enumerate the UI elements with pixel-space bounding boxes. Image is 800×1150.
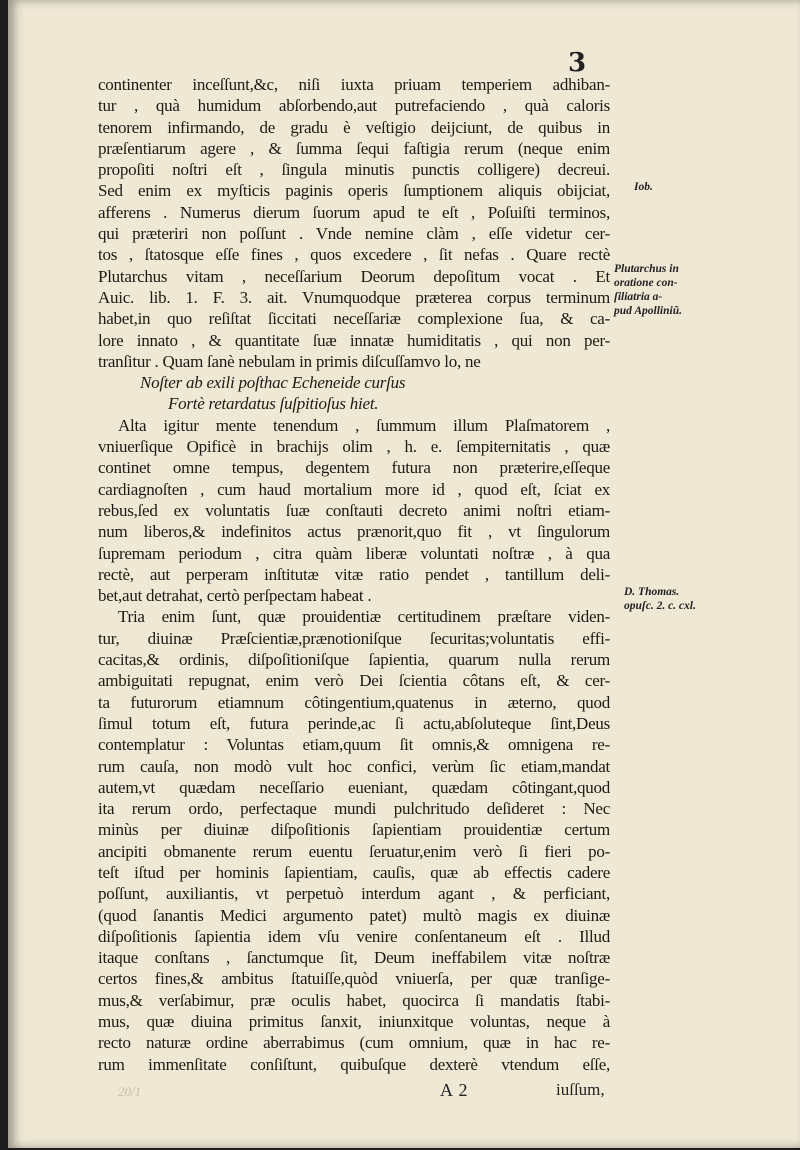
page-number: 3 xyxy=(568,48,587,78)
catchword: iuſſum, xyxy=(556,1080,605,1099)
text-line: rebus,ſed ex voluntatis ſuæ conſtauti decreto animi noſtri etiam- xyxy=(98,500,610,520)
text-line: continet omne tempus, degentem futura non præterire,eſſeque xyxy=(98,458,610,478)
text-line: contemplatur : Voluntas etiam,quum ſit omnis,& omnigena re- xyxy=(98,735,610,755)
text-line: itaque conſtans , ſanctumque ſit, Deum ineffabilem vitæ noſtræ xyxy=(98,948,610,968)
text-line: præſentiarum agere , & ſumma ſequi faſtigia rerum (neque enim xyxy=(98,138,610,158)
text-line: ſupremam periodum , citra quàm liberæ voluntati noſtræ , à qua xyxy=(98,543,610,563)
text-line: rectè, aut perperam inſtitutæ vitæ ratio pendet , tantillum deli- xyxy=(98,564,610,584)
text-line: minùs per diuinæ diſpoſitionis ſapientiam prouidentiæ certum xyxy=(98,820,610,840)
text-line: (quod ſanantis Medici argumento patet) multò magis ex diuinæ xyxy=(98,905,610,925)
text-line: recto naturæ ordine aberrabimus (cum omnium, quæ in hac re- xyxy=(98,1033,610,1053)
text-line: lore innato , & quantitate ſuæ innatæ humiditatis , qui non per- xyxy=(98,330,610,350)
book-page xyxy=(8,0,800,1148)
margin-note-line: pud Apolliniũ. xyxy=(614,305,682,317)
margin-note-line: oratione con- xyxy=(614,277,678,289)
margin-note-plutarch xyxy=(614,262,714,318)
text-line: Sed enim ex myſticis paginis operis ſumptionem aliquis obijciat, xyxy=(98,181,610,201)
text-line: rum cauſa, non modò vult hoc confici, verùm ſic etiam,mandat xyxy=(98,756,610,776)
text-line: afferens . Numerus dierum ſuorum apud te eſt , Poſuiſti terminos, xyxy=(98,202,610,222)
text-line: rum immenſitate conſiſtunt, quibuſque dexterè vtendum eſſe, xyxy=(98,1054,610,1074)
text-line: qui præteriri non poſſunt . Vnde nemine clàm , eſſe videtur cer- xyxy=(98,224,610,244)
text-line: habet,in quo reſiſtat ſiccitati neceſſariæ complexione ſua, & ca- xyxy=(98,309,610,329)
text-line: tranſitur . Quam ſanè nebulam in primis diſcuſſamvo lo, ne xyxy=(98,351,481,371)
signature-mark: A 2 xyxy=(440,1080,469,1100)
text-line: certos fines,& ambitus ſtatuiſſe,quòd vniuerſa, per quæ tranſige- xyxy=(98,969,610,989)
margin-note-line: opuſc. 2. c. cxl. xyxy=(624,600,696,612)
text-line: Alta igitur mente tenendum , ſummum illum Plaſmatorem , xyxy=(118,415,610,435)
margin-note-line: D. Thomas. xyxy=(624,586,680,598)
text-line: num liberos,& indefinitos actus prænorit,quo fit , vt ſingulorum xyxy=(98,522,610,542)
margin-note-line: ſiliatria a- xyxy=(614,291,663,303)
margin-note-line: Iob. xyxy=(634,181,653,193)
text-line: bet,aut detrahat, certò perſpectam habeat . xyxy=(98,586,372,606)
margin-note-thomas xyxy=(624,585,724,613)
text-line: Noſter ab exili poſthac Echeneide curſus xyxy=(140,373,406,393)
margin-note-job xyxy=(634,180,734,194)
text-line: ita rerum ordo, perfectaque mundi pulchritudo deſideret : Nec xyxy=(98,799,610,819)
text-line: cacitas,& ordinis, diſpoſitioniſque ſapientia, quarum nulla rerum xyxy=(98,650,610,670)
text-line: ta futurorum etiamnum côtingentium,quatenus in æterno, quod xyxy=(98,692,610,712)
text-line: propoſiti noſtri eſt , ſingula minutis punctis colligere) decreui. xyxy=(98,160,610,180)
text-line: autem,vt quædam neceſſario eueniant, quædam côtingant,quod xyxy=(98,777,610,797)
text-line: tenorem infirmando, de gradu è veſtigio deijciunt, de quibus in xyxy=(98,117,610,137)
text-line: tos , ſtatosque eſſe fines , quos excedere , ſit nefas . Quare rectè xyxy=(98,245,610,265)
page-footer xyxy=(8,1080,800,1110)
manuscript-mark: 20/1 xyxy=(118,1084,142,1099)
text-line: mus,& verſabimur, præ oculis habet, quocirca ſi mandatis ſtabi- xyxy=(98,990,610,1010)
text-line: Tria enim ſunt, quæ prouidentiæ certitudinem præſtare viden- xyxy=(118,607,610,627)
text-line: tur, diuinæ Præſcientiæ,prænotioniſque ſecuritas;voluntatis effi- xyxy=(98,628,610,648)
text-line: Fortè retardatus ſuſpitioſus hiet. xyxy=(168,394,379,414)
text-line: Auic. lib. 1. F. 3. ait. Vnumquodque præterea corpus terminum xyxy=(98,287,610,307)
text-line: diſpoſitionis ſapientia idem vſu venire conſentaneum eſt . Illud xyxy=(98,926,610,946)
text-line: vniuerſique Opificè in brachijs olim , h. e. ſempiternitatis , quæ xyxy=(98,437,610,457)
main-text-block xyxy=(98,74,610,1075)
margin-note-line: Plutarchus in xyxy=(614,263,679,275)
text-line: ambiguitati repugnat, enim verò Dei ſcientia côtans eſt, & cer- xyxy=(98,671,610,691)
text-line: ancipiti obmanente rerum euentu ſeruatur,enim verò ſi fieri po- xyxy=(98,841,610,861)
text-line: Plutarchus vitam , neceſſarium Deorum depoſitum vocat . Et xyxy=(98,266,610,286)
text-line: cardiagnoſten , cum haud mortalium more id , quod eſt, ſciat ex xyxy=(98,479,610,499)
text-line: tur , quà humidum abſorbendo,aut putrefaciendo , quà caloris xyxy=(98,96,610,116)
text-line: poſſunt, auxiliantis, vt perpetuò interdum agant , & perficiant, xyxy=(98,884,610,904)
text-line: mus, quæ diuina primitus ſanxit, iniunxitque voluntas, neque à xyxy=(98,1012,610,1032)
text-line: ſimul totum eſt, futura perinde,ac ſi actu,abſoluteque ſint,Deus xyxy=(98,713,610,733)
text-line: continenter inceſſunt,&c, niſi iuxta priuam temperiem adhiban- xyxy=(98,75,610,94)
text-line: teſt iſtud per hominis ſapientiam, cauſis, quæ ab effectis cadere xyxy=(98,862,610,882)
